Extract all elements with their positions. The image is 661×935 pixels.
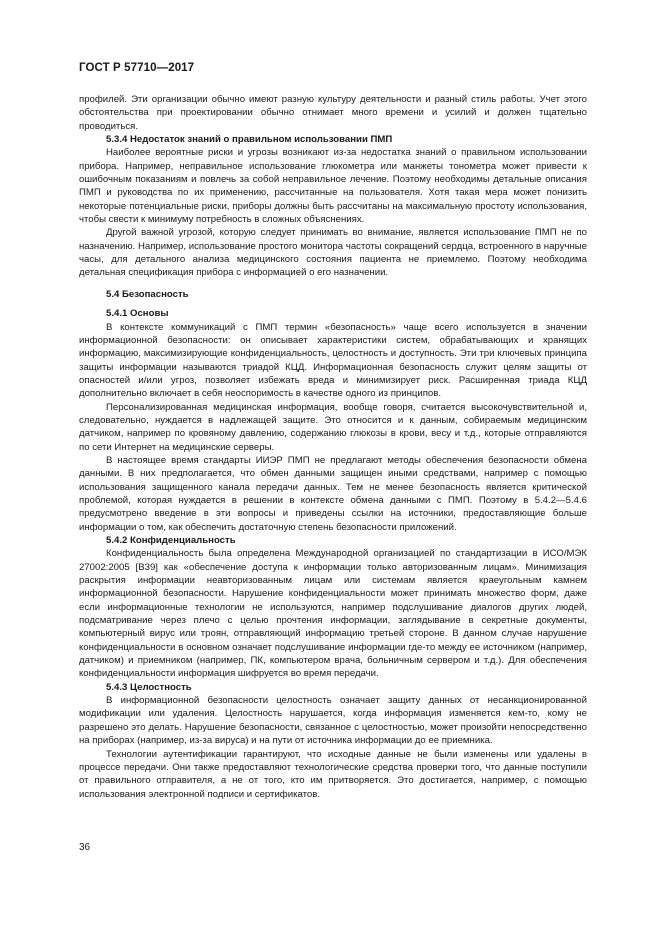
body-paragraph: профилей. Эти организации обычно имеют разную культуру деятельности и разный стиль работы. Учет этого обстоятельства при проектировании обычно отнимает много времени и усилий и должен тщательно проводиться.	[79, 94, 587, 132]
body-paragraph: В настоящее время стандарты ИИЭР ПМП не предлагают методы обеспечения безопасности обмена данными. В них предполагается, что обмен данными защищен иными средствами, например с помощью использования защищенного канала передачи данных. Тем не менее безопасность является критической проблемой, которая нуждается в решении в контексте обмена данными с ПМП. Поэтому в 5.4.2—5.4.6 предусмотрено введение в эти вопросы и приведены ссылки на источники, предоставляющие больше информации о том, как обеспечить достаточную степень безопасности приложений.	[79, 454, 587, 533]
body-paragraph: В контексте коммуникаций с ПМП термин «безопасность» чаще всего используется в значении информационной безопасности: он описывает характеристики систем, обрабатывающих и хранящих информацию, максимизирующие конфиденциальность, целостность и доступность. Эти три ключевых принципа защиты информации называются триадой КЦД. Информационная безопасность служит целям защиты от опасностей и/или угроз, позволяет избежать вреда и минимизирует риск. Расширенная триада КЦД дополнительно включает в себя неоспоримость в качестве одного из принципов.	[79, 321, 587, 400]
body-paragraph: Технологии аутентификации гарантируют, что исходные данные не были изменены или удалены в процессе передачи. Они также предоставляют технологические средства проверки того, что данные поступили от правильного отправителя, а не от того, кто им притворяется. Это достигается, например, с помощью использования электронной подписи и сертификатов.	[79, 748, 587, 800]
page-number: 36	[79, 842, 91, 853]
document-header: ГОСТ Р 57710—2017	[79, 62, 195, 74]
body-paragraph: В информационной безопасности целостность означает защиту данных от несанкционированной модификации или удаления. Целостность нарушается, когда информация изменяется кем-то, кому не разрешено это делать. Нарушение безопасности, связанное с целостностью, может произойти непосредственно на приборах (например, из-за вируса) и на пути от источника информации до ее приемника.	[79, 695, 587, 747]
section-heading: 5.3.4 Недостаток знаний о правильном использовании ПМП	[106, 134, 393, 146]
body-paragraph: Другой важной угрозой, которую следует принимать во внимание, является использование ПМП не по назначению. Например, использование простого монитора частоты сокращений сердца, встроенного в наручные часы, для детального анализа медицинского состояния пациента не приемлемо. Поэтому необходима детальная спецификация прибора с информацией о его назначении.	[79, 227, 587, 279]
body-paragraph: Конфиденциальность была определена Международной организацией по стандартизации в ИСО/МЭК 27002:2005 [B39] как «обеспечение доступа к информации только авторизованным лицам». Минимизация раскрытия информации неавторизованным лицам или системам является краеугольным камнем информационной безопасности. Нарушение конфиденциальности может принимать множество форм, даже если информационные технологии не используются, например подслушивание диалогов других людей, подсматривание через плечо с целью прочтения информации, заглядывание в секретные документы, компьютерный вирус или троян, отправляющий информацию третьей стороне. В данном случае нарушение конфиденциальности в основном означает подслушивание информации где-то между ее источником (например, датчиком) и приемником (например, ПК, компьютером врача, больничным сервером и т.д.). Для обеспечения конфиденциальности информация шифруется во время передачи.	[79, 548, 587, 680]
section-heading: 5.4 Безопасность	[106, 288, 189, 300]
body-paragraph: Персонализированная медицинская информация, вообще говоря, считается высокочувствительной и, следовательно, нуждается в надлежащей защите. Это относится и к данным, собираемым медицинским датчиком, например по кровяному давлению, содержанию глюкозы в крови, весу и т.д., которые отправляются по сети Интернет на медицинские серверы.	[79, 401, 587, 453]
document-body	[79, 93, 587, 801]
body-paragraph: Наиболее вероятные риски и угрозы возникают из-за недостатка знаний о правильном использовании прибора. Например, неправильное использование глюкометра или манжеты тонометра может привести к ошибочным показаниям и повлечь за собой неправильное лечение. Поэтому необходимы детальные описания ПМП и руководства по их применению, рассчитанные на пользователя. Хотя такая мера может понизить некоторые потенциальные риски, приборы должны быть рассчитаны на максимальную простоту использования, чтобы свести к минимуму потребность в сложных объяснениях.	[79, 147, 587, 226]
section-heading: 5.4.2 Конфиденциальность	[106, 535, 236, 546]
section-heading: 5.4.1 Основы	[106, 308, 169, 320]
section-heading: 5.4.3 Целостность	[106, 681, 192, 693]
